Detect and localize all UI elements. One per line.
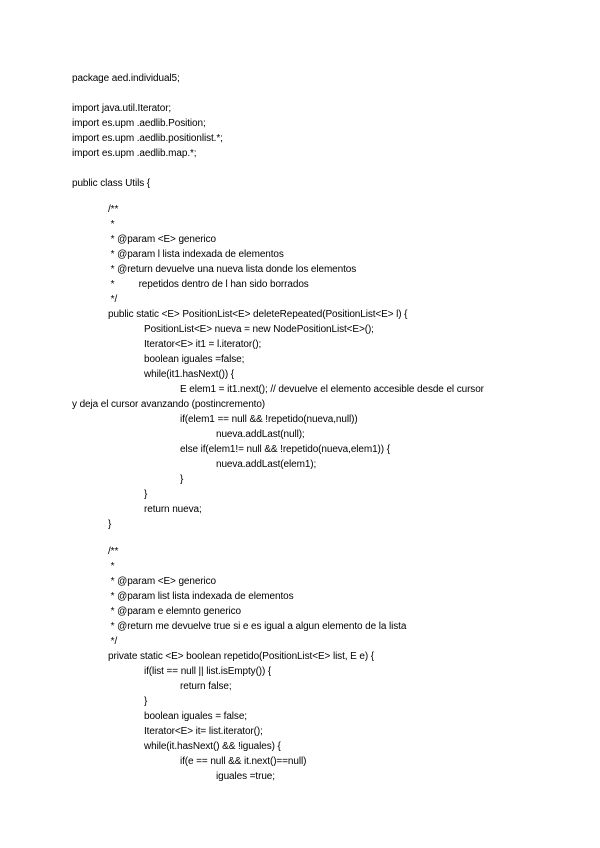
code-line: } (144, 696, 148, 707)
code-line: * @param <E> generico (108, 576, 217, 587)
code-line: * @param list lista indexada de elementos (108, 591, 294, 602)
code-line: * repetidos dentro de l han sido borrados (108, 279, 309, 290)
code-line: * @param e elemnto generico (108, 606, 241, 617)
code-line: y deja el cursor avanzando (postincremento) (72, 399, 266, 410)
code-line: */ (108, 636, 118, 647)
code-line: * @return devuelve una nueva lista donde los elementos (108, 264, 357, 275)
code-line: else if(elem1!= null && !repetido(nueva,elem1)) { (180, 444, 390, 455)
code-line: Iterator<E> it1 = l.iterator(); (144, 339, 262, 350)
code-line: package aed.individual5; (72, 73, 180, 84)
code-line: return false; (180, 681, 232, 692)
code-line: } (144, 489, 148, 500)
code-line: /** (108, 546, 119, 557)
code-line: PositionList<E> nueva = new NodePositionList<E>(); (144, 324, 374, 335)
code-line: public static <E> PositionList<E> deleteRepeated(PositionList<E> l) { (108, 309, 408, 320)
code-line: boolean iguales =false; (144, 354, 245, 365)
code-line: nueva.addLast(null); (216, 429, 305, 440)
code-line: * (108, 219, 115, 230)
code-line: nueva.addLast(elem1); (216, 459, 317, 470)
code-line: * @param l lista indexada de elementos (108, 249, 284, 260)
code-line: } (180, 474, 184, 485)
code-line: * @return me devuelve true si e es igual a algun elemento de la lista (108, 621, 407, 632)
code-line: while(it1.hasNext()) { (144, 369, 235, 380)
code-line: import es.upm .aedlib.positionlist.*; (72, 133, 223, 144)
code-line: /** (108, 204, 119, 215)
code-line: if(elem1 == null && !repetido(nueva,null)) (180, 414, 358, 425)
code-line: if(list == null || list.isEmpty()) { (144, 666, 272, 677)
code-line: while(it.hasNext() && !iguales) { (144, 741, 281, 752)
code-line: } (108, 519, 112, 530)
code-line: if(e == null && it.next()==null) (180, 756, 307, 767)
code-line: private static <E> boolean repetido(PositionList<E> list, E e) { (108, 651, 374, 662)
code-line: */ (108, 294, 118, 305)
code-line: import es.upm .aedlib.map.*; (72, 148, 197, 159)
code-line: iguales =true; (216, 771, 275, 782)
code-line: import java.util.Iterator; (72, 103, 172, 114)
code-line: * (108, 561, 115, 572)
code-line: import es.upm .aedlib.Position; (72, 118, 206, 129)
code-line: public class Utils { (72, 178, 151, 189)
code-line: * @param <E> generico (108, 234, 217, 245)
code-line: E elem1 = it1.next(); // devuelve el elemento accesible desde el cursor (180, 384, 484, 395)
code-line: Iterator<E> it= list.iterator(); (144, 726, 263, 737)
code-line: return nueva; (144, 504, 202, 515)
code-line: boolean iguales = false; (144, 711, 247, 722)
